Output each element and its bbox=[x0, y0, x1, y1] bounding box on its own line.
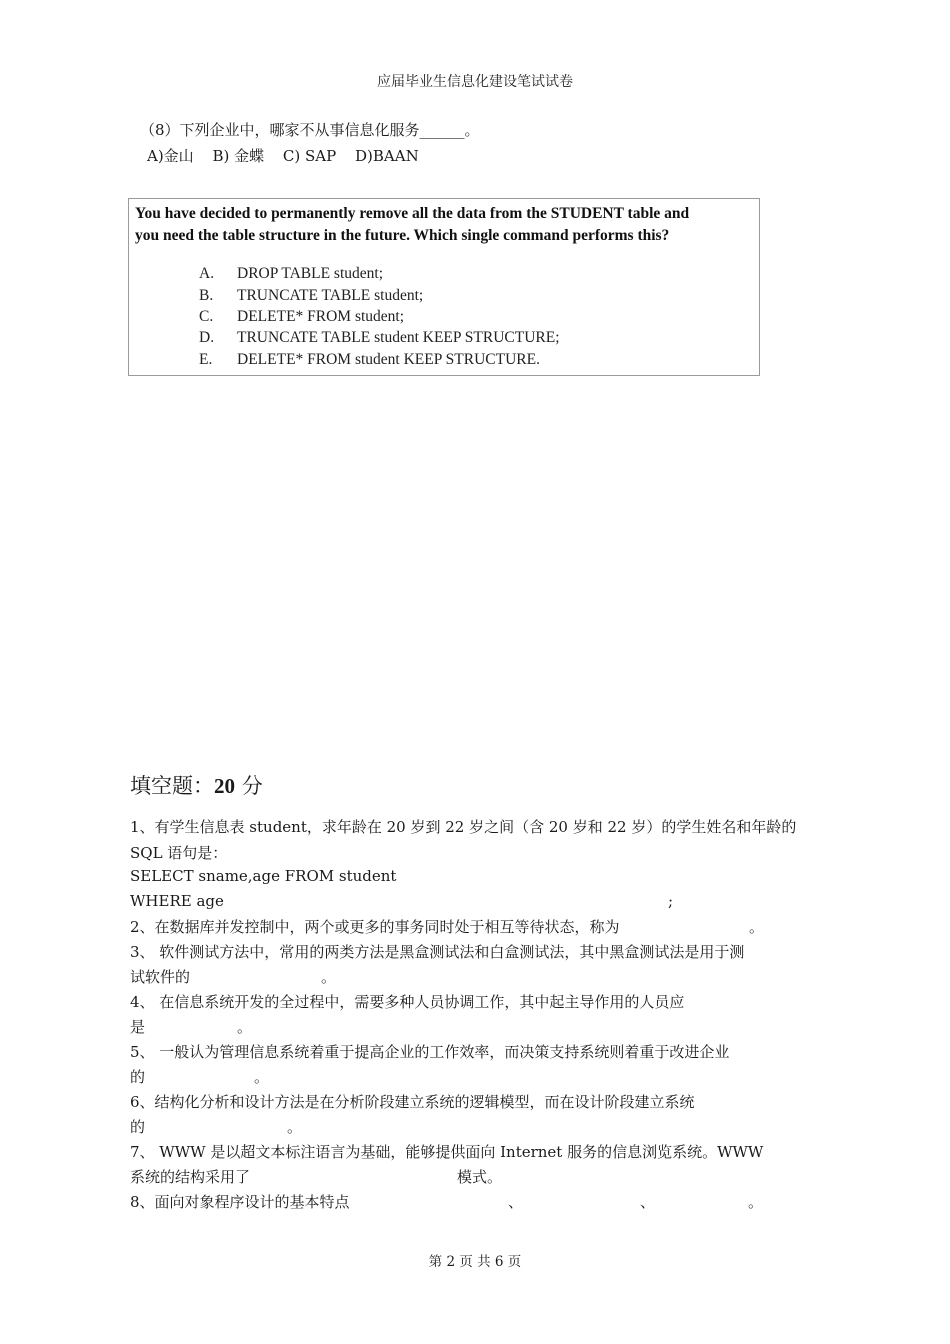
fill-line: 7、 WWW 是以超文本标注语言为基础，能够提供面向 Internet 服务的信息浏览系统。WWW bbox=[130, 1143, 764, 1161]
mcq-option-e: E. DELETE* FROM student KEEP STRUCTURE. bbox=[199, 351, 540, 368]
mcq-stem: You have decided to permanently remove all the data from the STUDENT table and you need the table structure in the future. Which single command performs this? bbox=[135, 205, 690, 244]
option-d: D)BAAN bbox=[355, 147, 419, 165]
fill-line: 2、在数据库并发控制中，两个或更多的事务同时处于相互等待状态，称为 bbox=[130, 918, 620, 936]
blank-end: 。 bbox=[237, 1018, 253, 1036]
fill-line: SQL 语句是： bbox=[130, 844, 228, 862]
semicolon: ; bbox=[668, 892, 674, 910]
mcq-option-a: A. DROP TABLE student; bbox=[199, 265, 384, 282]
fill-line: 的 bbox=[130, 1068, 146, 1086]
fill-line: 的 bbox=[130, 1118, 146, 1136]
fill-line: SELECT sname,age FROM student bbox=[130, 867, 397, 885]
mcq-option-d: D. TRUNCATE TABLE student KEEP STRUCTURE; bbox=[199, 329, 560, 346]
question-8: （8）下列企业中，哪家不从事信息化服务______。 bbox=[140, 121, 480, 139]
mcq-option-b: B. TRUNCATE TABLE student; bbox=[199, 287, 424, 304]
page-header: 应届毕业生信息化建设笔试试卷 bbox=[377, 74, 573, 90]
blank-end: 。 bbox=[321, 968, 337, 986]
fill-line: 试软件的 bbox=[130, 968, 191, 986]
blank-end: 。 bbox=[287, 1118, 303, 1136]
option-a: A)金山 bbox=[147, 147, 194, 165]
section-title: 填空题：20 分 bbox=[130, 774, 263, 798]
fill-line: 8、面向对象程序设计的基本特点 bbox=[130, 1193, 350, 1211]
fill-line: 6、结构化分析和设计方法是在分析阶段建立系统的逻辑模型，而在设计阶段建立系统 bbox=[130, 1093, 695, 1111]
blank-end: 。 bbox=[254, 1068, 270, 1086]
mcq-option-c: C. DELETE* FROM student; bbox=[199, 308, 405, 325]
mcq-box bbox=[128, 198, 760, 376]
separator: 、 bbox=[508, 1193, 524, 1211]
fill-line: 系统的结构采用了 bbox=[130, 1168, 251, 1186]
fill-line: WHERE age bbox=[130, 892, 224, 910]
blank-end: 。 bbox=[749, 918, 765, 936]
page-footer: 第 2 页 共 6 页 bbox=[428, 1254, 522, 1270]
question-8-options bbox=[147, 145, 433, 166]
fill-line: 5、 一般认为管理信息系统着重于提高企业的工作效率，而决策支持系统则着重于改进企业 bbox=[130, 1043, 730, 1061]
option-b: B) 金蝶 bbox=[212, 147, 265, 165]
blank-end: 。 bbox=[748, 1193, 764, 1211]
fill-line: 4、 在信息系统开发的全过程中，需要多种人员协调工作，其中起主导作用的人员应 bbox=[130, 993, 685, 1011]
fill-line: 是 bbox=[130, 1018, 146, 1036]
fill-line: 3、 软件测试方法中，常用的两类方法是黑盒测试法和白盒测试法，其中黑盒测试法是用于测 bbox=[130, 943, 745, 961]
fill-line: 1、有学生信息表 student，求年龄在 20 岁到 22 岁之间（含 20 岁和 22 岁）的学生姓名和年龄的 bbox=[130, 818, 797, 836]
blank-end: 模式。 bbox=[457, 1168, 503, 1186]
separator: 、 bbox=[640, 1193, 656, 1211]
option-c: C) SAP bbox=[282, 147, 337, 165]
